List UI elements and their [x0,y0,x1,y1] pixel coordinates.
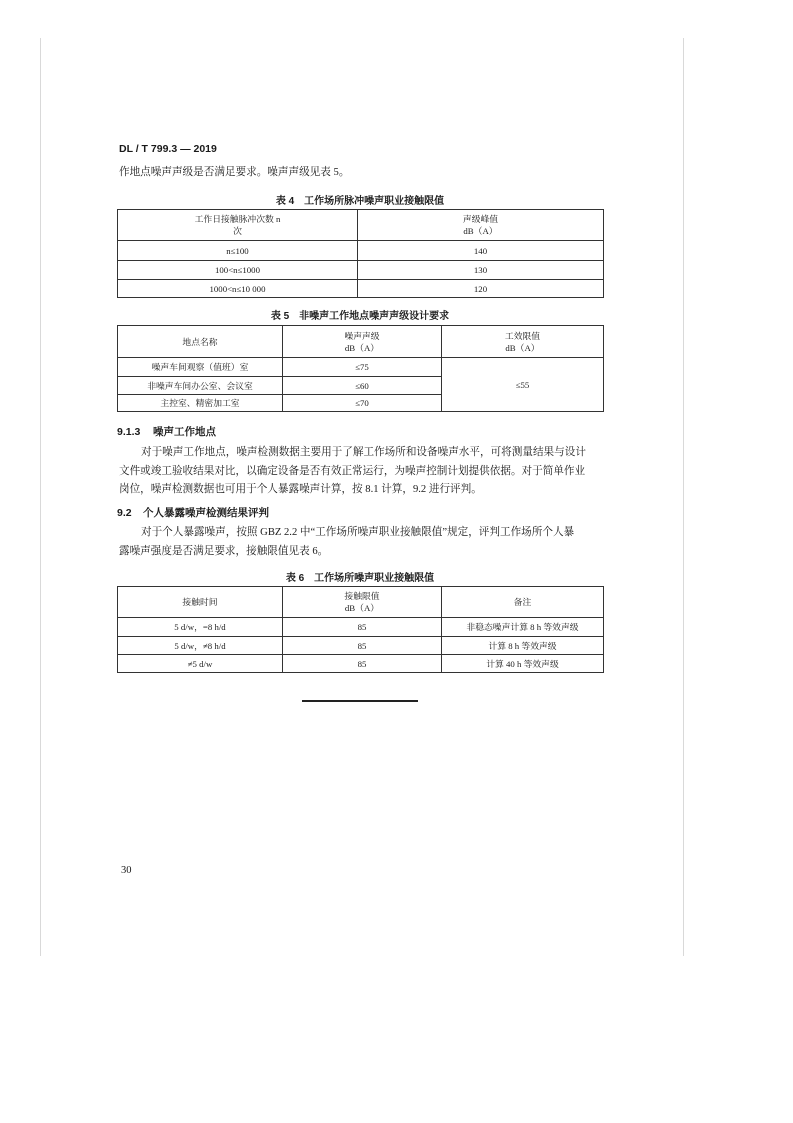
header-line: 备注 [513,597,532,607]
table4-header-count [118,210,358,241]
table5 [117,325,604,412]
table-row [118,358,604,377]
intro-line: 作地点噪声声级是否满足要求。噪声声级见表 5。 [119,167,350,178]
section-heading-9-2 [117,505,269,520]
table-cell: 85 [283,618,442,637]
scan-edge-right [683,38,684,956]
table5-header-location [118,326,283,358]
table-row [118,241,604,261]
table-cell: 130 [358,261,604,280]
table-cell: 计算 40 h 等效声级 [442,655,604,673]
table-cell: ≤75 [283,358,442,377]
table5-header-limit [442,326,604,358]
scan-edge-left [40,38,41,956]
table4-header-peak [358,210,604,241]
table-row [118,655,604,673]
table-cell: 100<n≤1000 [118,261,358,280]
table4 [117,209,604,298]
header-line: 接触时间 [182,597,218,607]
table-cell: 5 d/w，=8 h/d [118,618,283,637]
page-number: 30 [121,865,132,876]
table-cell: 主控室、精密加工室 [118,395,283,412]
paragraph-line: 露噪声强度是否满足要求，接触限值见表 6。 [119,546,329,557]
table-cell: 85 [283,655,442,673]
table5-header-noise-level [283,326,442,358]
table-row [118,618,604,637]
table-header-row [118,587,604,618]
paragraph-line: 对于噪声工作地点，噪声检测数据主要用于了解工作场所和设备噪声水平，可将测量结果与设计 [141,447,586,458]
table6-header-remark [442,587,604,618]
header-unit: dB（A） [463,226,498,236]
header-line: 工作日接触脉冲次数 n [194,214,281,224]
table-row [118,261,604,280]
section-number: 9.1.3 [117,426,141,438]
table-cell: 非噪声车间办公室、会议室 [118,377,283,395]
paragraph-line: 对于个人暴露噪声，按照 GBZ 2.2 中“工作场所噪声职业接触限值”规定，评判工作场所个人暴 [141,527,575,538]
table-row [118,637,604,655]
table5-title: 表 5 非噪声工作地点噪声声级设计要求 [270,311,450,322]
table-cell: ≤70 [283,395,442,412]
table-cell: 1000<n≤10 000 [118,280,358,298]
table-header-row [118,326,604,358]
header-line: 工效限值 [504,330,541,341]
table-cell: 85 [283,637,442,655]
header-unit: 次 [233,226,242,236]
table-cell: 非稳态噪声计算 8 h 等效声级 [442,618,604,637]
end-of-text-rule [302,700,418,702]
header-unit: dB（A） [505,342,540,353]
header-line: 声级峰值 [462,214,499,224]
header-unit: dB（A） [344,603,380,613]
table-cell: ≤60 [283,377,442,395]
table6-title: 表 6 工作场所噪声职业接触限值 [285,573,435,584]
table-cell: 5 d/w，≠8 h/d [118,637,283,655]
table6-header-time [118,587,283,618]
table-cell: ≠5 d/w [118,655,283,673]
section-number: 9.2 [117,507,132,519]
table4-title: 表 4 工作场所脉冲噪声职业接触限值 [275,196,445,207]
header-unit: dB（A） [344,342,380,353]
paragraph-line: 文件或竣工验收结果对比，以确定设备是否有效正常运行，为噪声控制计划提供依据。对于简单作业 [119,466,586,477]
header-line: 地点名称 [182,336,218,347]
document-code: DL / T 799.3 — 2019 [119,143,217,155]
table6 [117,586,604,673]
section-title: 个人暴露噪声检测结果评判 [143,507,269,519]
table-cell: 噪声车间观察（值班）室 [118,358,283,377]
section-title: 噪声工作地点 [153,426,216,438]
table6-header-limit [283,587,442,618]
table-row [118,280,604,298]
table-cell: n≤100 [118,241,358,261]
table-cell: 140 [358,241,604,261]
header-line: 接触限值 [344,591,380,601]
section-heading-9-1-3 [117,424,216,439]
table-header-row [118,210,604,241]
paragraph-line: 岗位，噪声检测数据也可用于个人暴露噪声计算，按 8.1 计算，9.2 进行评判。 [119,484,482,495]
table-cell: 计算 8 h 等效声级 [442,637,604,655]
table-cell: 120 [358,280,604,298]
table5-merged-limit: ≤55 [442,358,604,412]
header-line: 噪声声级 [344,330,380,341]
